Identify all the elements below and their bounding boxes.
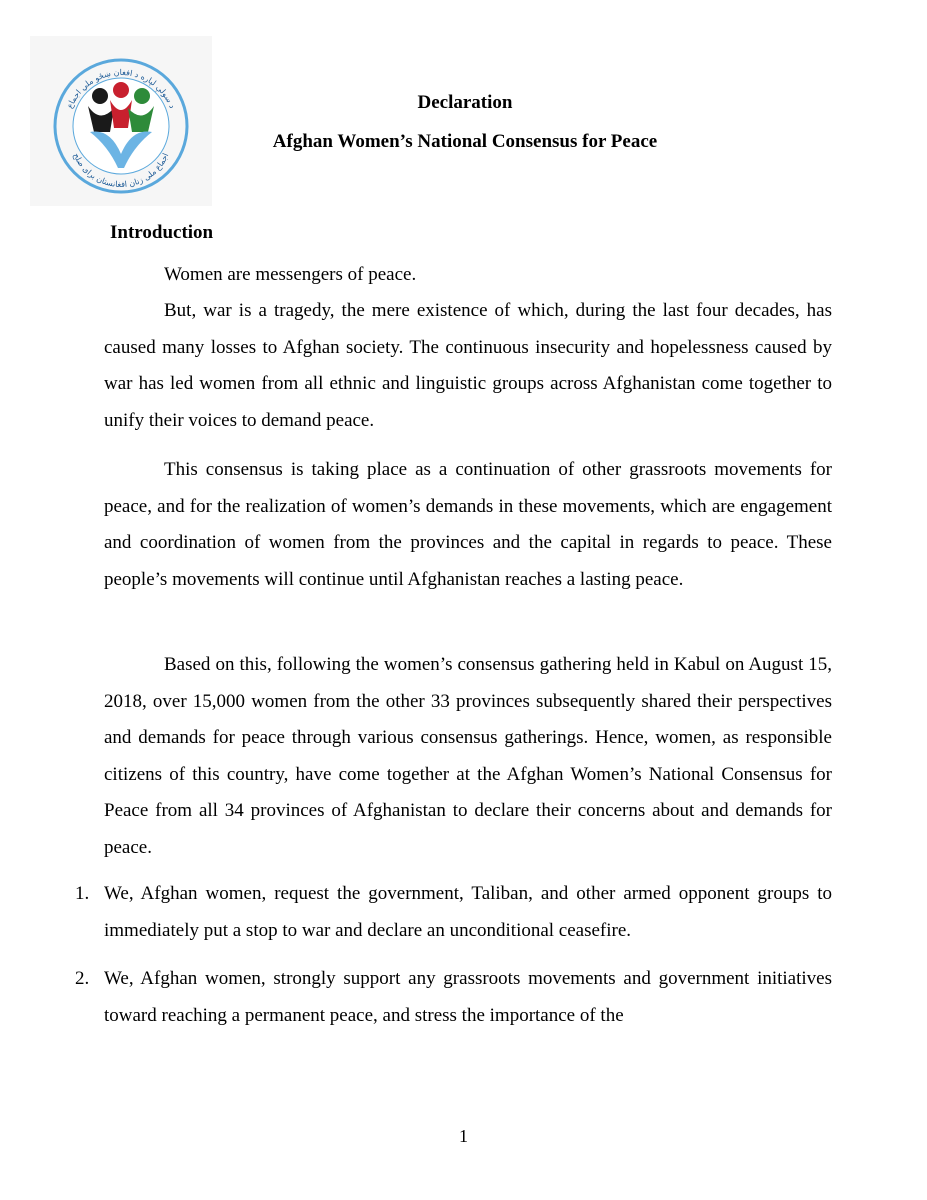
- logo-text-bottom: اجماع ملی زنان افغانستان برای صلح: [71, 151, 171, 190]
- logo-emblem-icon: [30, 36, 212, 206]
- list-item-text: We, Afghan women, strongly support any grassroots movements and government initiatives toward reaching a permanent peace, and stress the importance of the: [104, 968, 832, 1026]
- list-item-number: 1.: [75, 883, 90, 904]
- list-item: [75, 961, 832, 1034]
- paragraph: This consensus is taking place as a continuation of other grassroots movements for peace, and for the realization of women’s demands in these movements, which are engagement and coordination of women from the provinces and the capital in regards to peace. These people’s movements will continue until Afghanistan reaches a lasting peace.: [104, 459, 832, 590]
- paragraph: But, war is a tragedy, the mere existence of which, during the last four decades, has caused many losses to Afghan society. The continuous insecurity and hopelessness caused by war has led women from all ethnic and linguistic groups across Afghanistan come together to unify their voices to demand peace.: [104, 300, 832, 431]
- logo-text-top: د سولې لپاره د افغان ښځو ملي اجماع: [65, 67, 177, 110]
- paragraph: Women are messengers of peace.: [164, 264, 417, 285]
- paragraph: Based on this, following the women’s consensus gathering held in Kabul on August 15, 2018, over 15,000 women from the other 33 provinces subsequently shared their perspectives and demands for peace through various consensus gatherings. Hence, women, as responsible citizens of this country, have come together at the Afghan Women’s National Consensus for Peace from all 34 provinces of Afghanistan to declare their concerns about and demands for peace.: [104, 654, 832, 858]
- list-item: [75, 876, 832, 949]
- section-heading: Introduction: [110, 222, 214, 243]
- list-item-number: 2.: [75, 968, 90, 989]
- list-item-text: We, Afghan women, request the government, Taliban, and other armed opponent groups to immediately put a stop to war and declare an unconditional ceasefire.: [104, 883, 832, 941]
- page-number: 1: [459, 1126, 468, 1146]
- organization-logo: [30, 36, 212, 206]
- document-subtitle: Afghan Women’s National Consensus for Peace: [272, 131, 658, 152]
- document-title: Declaration: [417, 92, 513, 113]
